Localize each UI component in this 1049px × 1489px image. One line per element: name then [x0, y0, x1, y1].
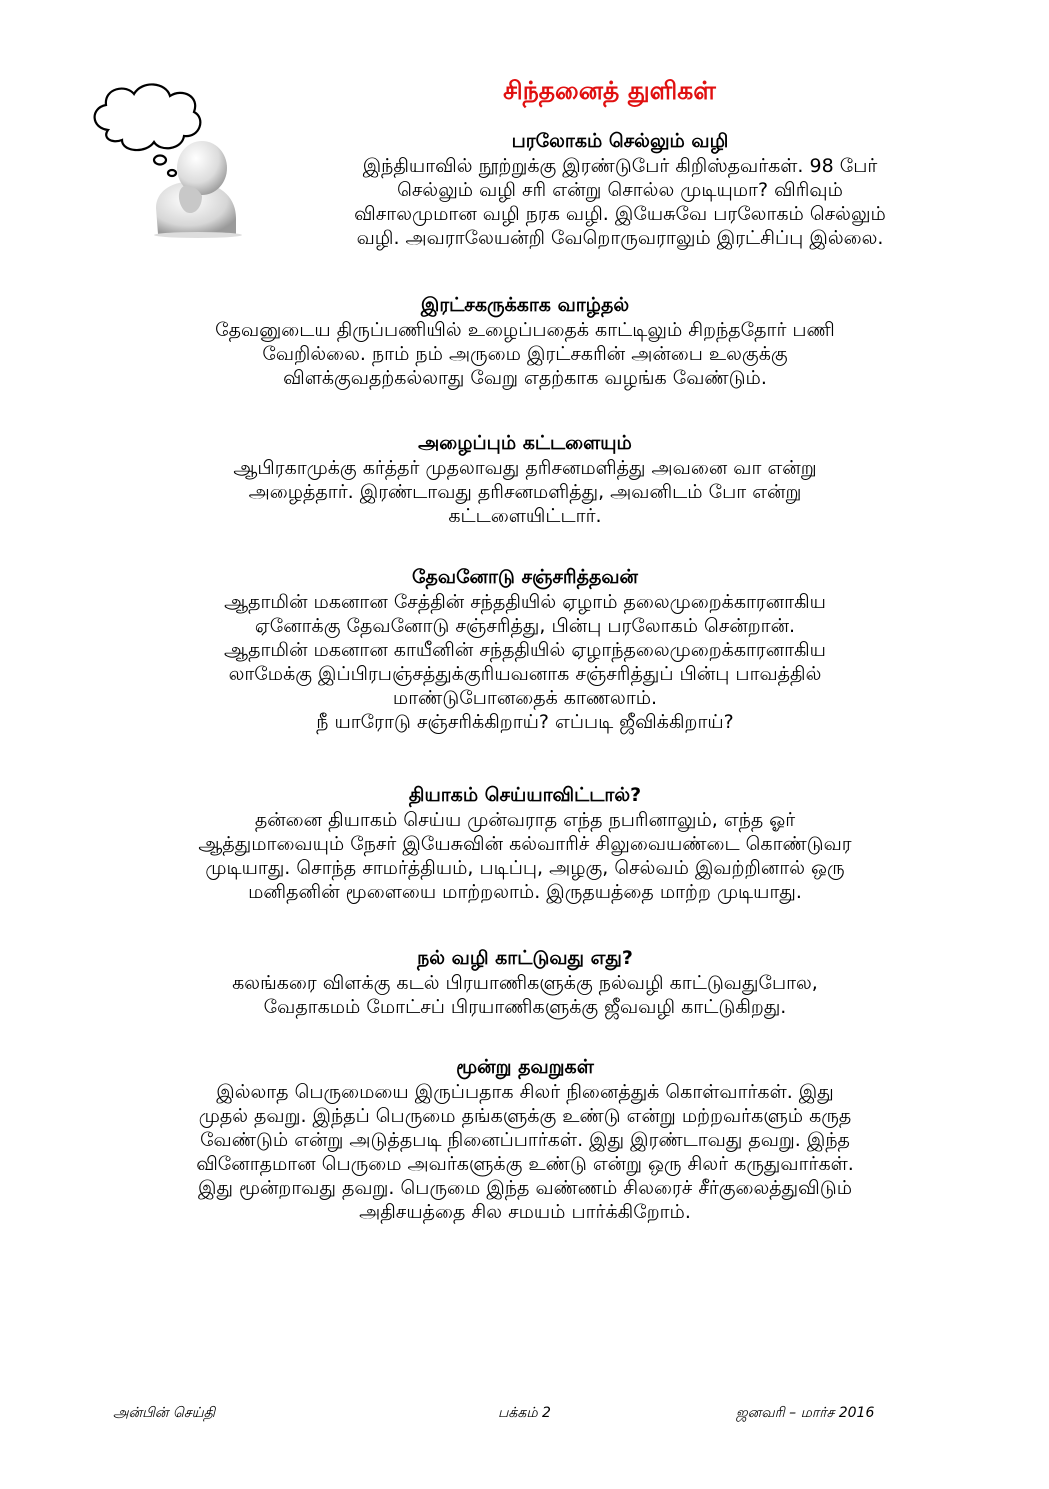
section-heaven-way: [240, 128, 1000, 250]
section-line: வினோதமான பெருமை அவர்களுக்கு உண்டு என்று ஒரு சிலர் கருதுவார்கள்.: [196, 1153, 854, 1175]
section-line: இது மூன்றாவது தவறு. பெருமை இந்த வண்ணம் சிலரைச் சீர்குலைத்துவிடும்: [197, 1177, 853, 1199]
section-line: லாமேக்கு இப்பிரபஞ்சத்துக்குரியவனாக சஞ்சரித்துப் பின்பு பாவத்தில்: [228, 663, 822, 685]
section-line: செல்லும் வழி சரி என்று சொல்ல முடியுமா? விரிவும்: [397, 179, 843, 201]
section-line: இல்லாத பெருமையை இருப்பதாக சிலர் நினைத்துக் கொள்வார்கள். இது: [216, 1081, 834, 1103]
section-heading: இரட்சகருக்காக வாழ்தல்: [420, 294, 630, 316]
section-line: தன்னை தியாகம் செய்ய முன்வராத எந்த நபரினாலும், எந்த ஓர்: [254, 809, 796, 831]
section-walked-with-god: [60, 564, 990, 734]
section-line: இந்தியாவில் நூற்றுக்கு இரண்டுபேர் கிறிஸ்தவர்கள். 98 பேர்: [362, 155, 878, 177]
section-line: ஆபிரகாமுக்கு கர்த்தர் முதலாவது தரிசனமளித்து அவனை வா என்று: [233, 457, 817, 479]
section-line: வேதாகமம் மோட்சப் பிரயாணிகளுக்கு ஜீவவழி காட்டுகிறது.: [263, 996, 787, 1018]
section-line: விளக்குவதற்கல்லாது வேறு எதற்காக வழங்க வேண்டும்.: [283, 367, 767, 389]
section-line: மனிதனின் மூளையை மாற்றலாம். இருதயத்தை மாற்ற முடியாது.: [248, 881, 802, 903]
footer-page-number: பக்கம் 2: [498, 1405, 551, 1421]
section-heading: தியாகம் செய்யாவிட்டால்?: [408, 784, 642, 806]
section-line: வேறில்லை. நாம் நம் அருமை இரட்சகரின் அன்பை உலகுக்கு: [262, 343, 788, 365]
thinking-figure: [154, 141, 242, 238]
section-line: முடியாது. சொந்த சாமர்த்தியம், படிப்பு, அழகு, செல்வம் இவற்றினால் ஒரு: [205, 857, 845, 879]
section-line: ஏனோக்கு தேவனோடு சஞ்சரித்து, பின்பு பரலோகம் சென்றான்.: [254, 615, 796, 637]
page-title: சிந்தனைத் துளிகள்: [503, 76, 716, 105]
section-line: முதல் தவறு. இந்தப் பெருமை தங்களுக்கு உண்டு என்று மற்றவர்களும் கருத: [198, 1105, 852, 1127]
footer-publication-name: அன்பின் செய்தி: [113, 1405, 216, 1421]
section-line: அழைத்தார். இரண்டாவது தரிசனமளித்து, அவனிடம் போ என்று: [248, 481, 802, 503]
footer-issue-date: ஜனவரி – மார்ச 2016: [736, 1405, 875, 1421]
section-line: கலங்கரை விளக்கு கடல் பிரயாணிகளுக்கு நல்வழி காட்டுவதுபோல,: [232, 972, 818, 994]
section-good-guide: [60, 945, 990, 1019]
section-line: தேவனுடைய திருப்பணியில் உழைப்பதைக் காட்டிலும் சிறந்ததோர் பணி: [215, 319, 835, 341]
section-line: வழி. அவராலேயன்றி வேறொருவராலும் இரட்சிப்பு இல்லை.: [356, 227, 884, 249]
section-line: ஆதாமின் மகனான சேத்தின் சந்ததியில் ஏழாம் தலைமுறைக்காரனாகிய: [224, 591, 826, 613]
section-line: ஆத்துமாவையும் நேசர் இயேசுவின் கல்வாரிச் சிலுவையண்டை கொண்டுவர: [198, 833, 852, 855]
thinking-person-illustration: [86, 78, 254, 238]
section-heading: பரலோகம் செல்லும் வழி: [511, 130, 729, 152]
section-heading: அழைப்பும் கட்டளையும்: [418, 432, 632, 454]
section-line: நீ யாரோடு சஞ்சரிக்கிறாய்? எப்படி ஜீவிக்கிறாய்?: [316, 711, 734, 733]
section-three-mistakes: [60, 1054, 990, 1224]
section-line: மாண்டுபோனதைக் காணலாம்.: [392, 687, 658, 709]
section-line: வேண்டும் என்று அடுத்தபடி நினைப்பார்கள். இது இரண்டாவது தவறு. இந்த: [200, 1129, 850, 1151]
section-without-sacrifice: [60, 782, 990, 904]
section-line: ஆதாமின் மகனான காயீனின் சந்ததியில் ஏழாந்தலைமுறைக்காரனாகிய: [224, 639, 826, 661]
section-call-and-command: [60, 430, 990, 528]
section-living-for-savior: [60, 292, 990, 390]
section-line: கட்டளையிட்டார்.: [448, 505, 602, 527]
section-heading: தேவனோடு சஞ்சரித்தவன்: [412, 566, 638, 588]
section-line: விசாலமுமான வழி நரக வழி. இயேசுவே பரலோகம் செல்லும்: [354, 203, 886, 225]
section-heading: நல் வழி காட்டுவது எது?: [417, 947, 633, 969]
section-line: அதிசயத்தை சில சமயம் பார்க்கிறோம்.: [359, 1201, 691, 1223]
section-heading: மூன்று தவறுகள்: [456, 1056, 594, 1078]
